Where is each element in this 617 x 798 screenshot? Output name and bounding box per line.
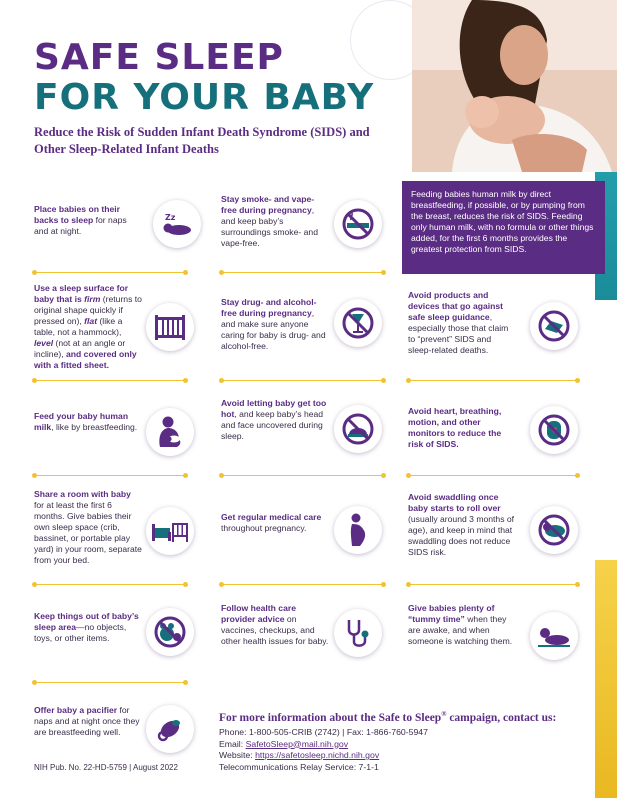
no-smoking-icon: [334, 200, 382, 248]
title-line-2: FOR YOUR BABY: [34, 77, 375, 118]
separator: [221, 475, 384, 476]
no-toys-icon: [146, 608, 194, 656]
crib-icon: [146, 303, 194, 351]
tip-bold: Place babies on their backs to sleep: [34, 204, 120, 225]
tip-text: —no objects, toys, or other items.: [34, 622, 127, 643]
tip-text: when they are awake, and when someone is watching them.: [408, 614, 513, 646]
tip-emph: level: [34, 338, 54, 348]
human-milk-callout: [402, 181, 605, 274]
separator: [221, 272, 384, 273]
separator: [34, 584, 186, 585]
sleeping-baby-icon: [153, 200, 201, 248]
no-overheating-icon: [334, 405, 382, 453]
separator: [221, 380, 384, 381]
separator: [408, 584, 578, 585]
tip-text: for at least the first 6 months. Give babies their own sleep space (crib, bassinet, or portable play yard) in your room, separate from your bed.: [34, 500, 142, 565]
separator: [408, 380, 578, 381]
tip-bold: Follow health care provider advice: [221, 603, 296, 624]
tip-bold: Stay smoke- and vape-free during pregnancy: [221, 194, 315, 215]
relay-line: Telecommunications Relay Service: 7-1-1: [219, 761, 379, 772]
tip-bold: Get regular medical care: [221, 512, 322, 522]
svg-text:Zz: Zz: [165, 213, 176, 222]
separator: [34, 475, 186, 476]
tip-bold: Feed your baby human milk: [34, 411, 129, 432]
no-positioner-icon: [530, 302, 578, 350]
tip-text: , and keep baby’s surroundings smoke- and vape-free.: [221, 205, 318, 248]
tip-bold: Use a sleep surface for baby that is: [34, 283, 129, 304]
no-swaddle-icon: [530, 506, 578, 554]
title-line-1: SAFE SLEEP: [34, 37, 284, 78]
email-label: Email:: [219, 738, 246, 749]
mother-breastfeeding-photo: [412, 0, 617, 172]
tip-text: for naps and at night once they are breastfeeding well.: [34, 705, 140, 737]
tip-bold: Avoid heart, breathing, motion, and other monitors to reduce the risk of SIDS.: [408, 406, 502, 449]
callout-text: Feeding babies human milk by direct breastfeeding, if possible, or by pumping from the breast, reduces the risk of SIDS. Feeding only human milk, with no formula or other things added, for the first 6 months provides the greatest protection from SIDS.: [411, 189, 594, 254]
tip-bold: Offer baby a pacifier: [34, 705, 118, 715]
pacifier-icon: [146, 705, 194, 753]
separator: [221, 584, 384, 585]
tip-text: for naps and at night.: [34, 215, 127, 236]
separator: [34, 272, 186, 273]
contact-details: [219, 727, 599, 773]
tip-text: (usually around 3 months of age), and keep in mind that swaddling does not reduce SIDS risk.: [408, 514, 515, 557]
tip-bold: Avoid letting baby get too hot: [221, 398, 327, 419]
tip-emph: flat: [84, 316, 98, 326]
tip-text: , and make sure anyone caring for baby is drug- and alcohol-free.: [221, 308, 326, 351]
separator: [34, 682, 186, 683]
tummy-time-icon: [530, 612, 578, 660]
tip-bold: and covered only with a fitted sheet.: [34, 349, 137, 370]
tip-bold: Give babies plenty of “tummy time”: [408, 603, 495, 624]
tip-text: (like a table, not a hammock),: [34, 316, 123, 337]
phone-line: Phone: 1-800-505-CRIB (2742) | Fax: 1-866-760-5947: [219, 727, 428, 737]
tip-bold: Share a room with baby: [34, 489, 131, 499]
separator: [34, 380, 186, 381]
email-link[interactable]: SafetoSleep@mail.nih.gov: [245, 738, 349, 749]
tip-text: on vaccines, checkups, and other health issues for baby.: [221, 614, 329, 646]
tip-text: , like by breastfeeding.: [51, 422, 138, 432]
website-line: [219, 750, 599, 762]
subtitle: Reduce the Risk of Sudden Infant Death Syndrome (SIDS) and Other Sleep-Related Infant Deaths: [34, 125, 370, 156]
website-label: Website:: [219, 750, 256, 760]
contact-heading-text: campaign, contact us:: [446, 711, 557, 724]
tip-text: , especially those that claim to “prevent” SIDS and sleep-related deaths.: [408, 312, 509, 355]
email-line: [219, 739, 599, 751]
tip-text: throughout pregnancy.: [221, 523, 307, 533]
breastfeeding-icon: [146, 408, 194, 456]
tip-bold: Avoid swaddling once baby starts to roll over: [408, 492, 501, 513]
contact-heading-text: For more information about the Safe to Sleep: [219, 711, 442, 724]
tip-bold: Stay drug- and alcohol-free during pregnancy: [221, 297, 317, 318]
separator: [408, 475, 578, 476]
tip-bold: Keep things out of baby’s sleep area: [34, 611, 139, 632]
no-alcohol-icon: [334, 299, 382, 347]
tip-text: (returns to original shape quickly if pressed on),: [34, 294, 142, 326]
publication-number: NIH Pub. No. 22-HD-5759 | August 2022: [34, 763, 178, 772]
contact-heading: [219, 710, 599, 724]
tip-text: , and keep baby’s head and face uncovered during sleep.: [221, 409, 324, 441]
stethoscope-icon: [334, 609, 382, 657]
registered-mark: ®: [441, 710, 447, 718]
tip-emph: firm: [84, 294, 101, 304]
tip-bold: Avoid products and devices that go against safe sleep guidance: [408, 290, 504, 322]
crib-and-bed-icon: [146, 507, 194, 555]
website-link[interactable]: https://safetosleep.nichd.nih.gov: [255, 750, 380, 760]
no-monitor-icon: [530, 406, 578, 454]
tip-text: (not at an angle or incline),: [34, 338, 126, 359]
pregnant-woman-icon: [334, 506, 382, 554]
